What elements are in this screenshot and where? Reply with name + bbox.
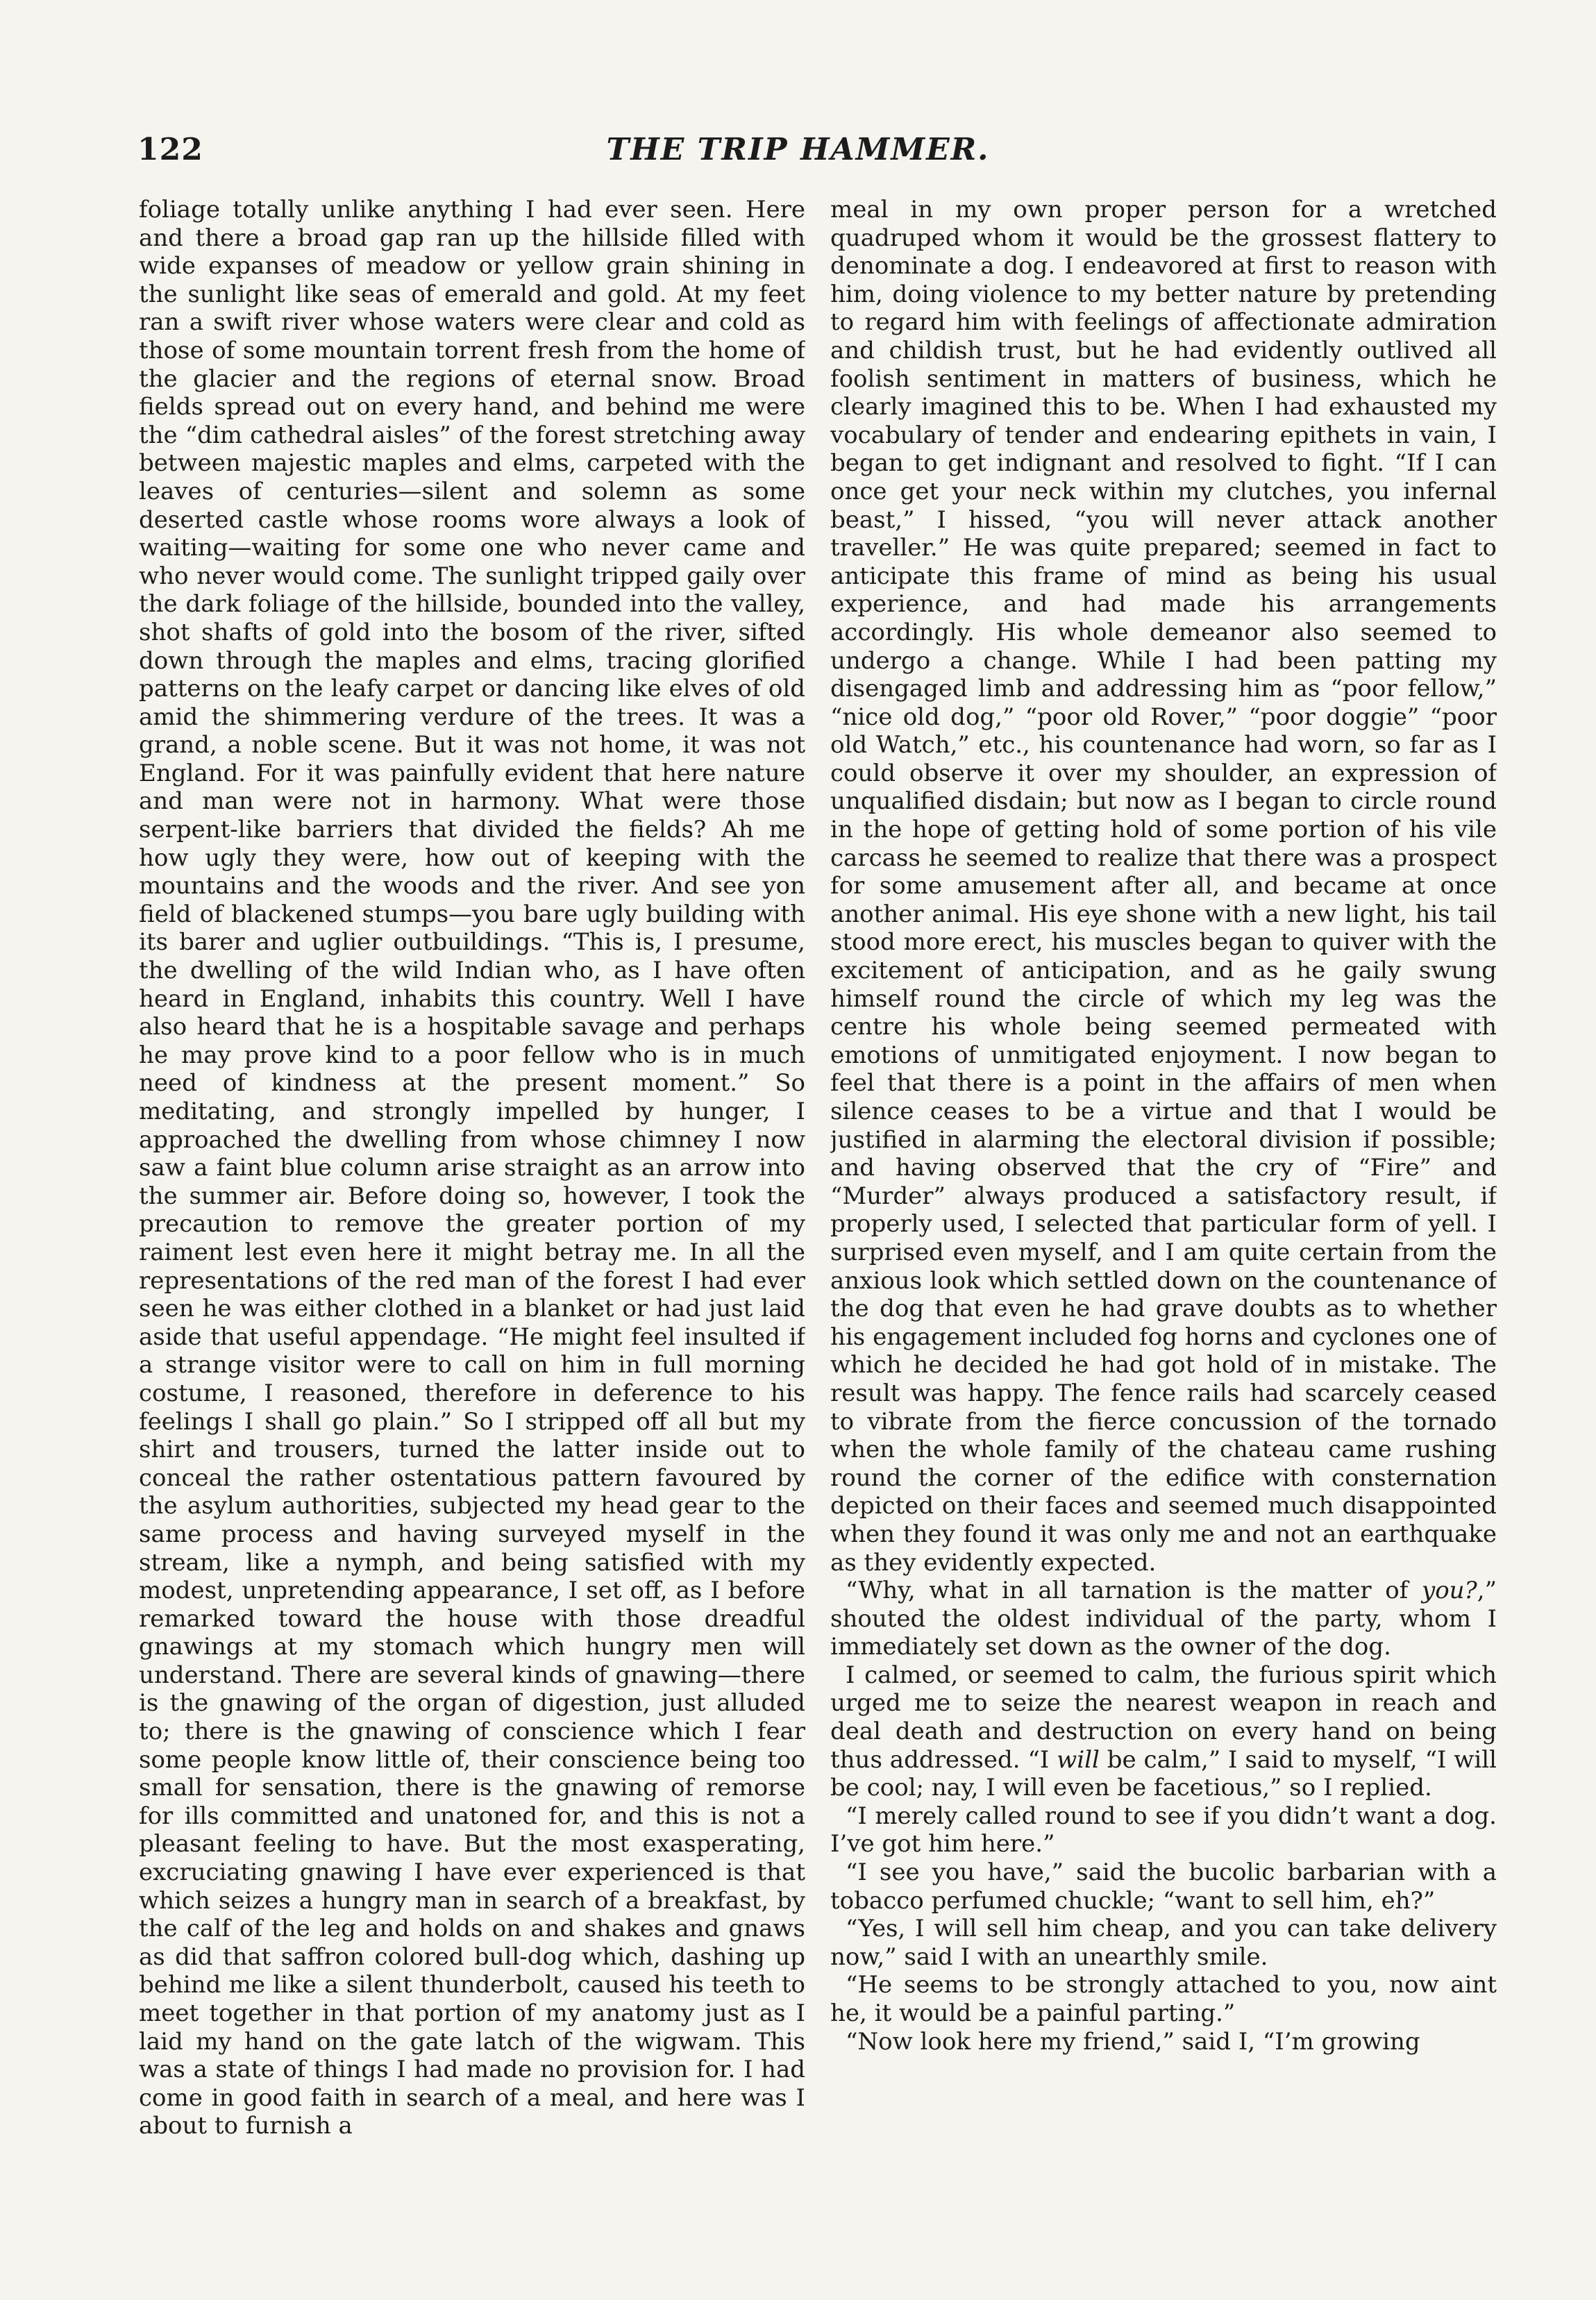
text-span: “Why, what in all tarnation is the matter of	[846, 1577, 1422, 1605]
page-number: 122	[137, 132, 203, 167]
italic-text: will	[1057, 1745, 1100, 1774]
right-paragraph-1: meal in my own proper person for a wretched quadruped whom it would be the grossest flattery to denominate a dog. I endeavored at first to reason with him, doing violence to my better nature by pretending to regard him with feelings of affectionate admiration and childish trust, but he had evidently outlived all foolish sentiment in matters of business, which he clearly imagined this to be. When I had exhausted my vocabulary of tender and endearing epithets in vain, I began to get indignant and resolved to fight. “If I can once get your neck within my clutches, you infernal beast,” I hissed, “you will never attack another traveller.” He was quite prepared; seemed in fact to anticipate this frame of mind as being his usual experience, and had made his arrangements accordingly. His whole demeanor also seemed to undergo a change. While I had been patting my disengaged limb and addressing him as “poor fellow,” “nice old dog,” “poor old Rover,” “poor doggie” “poor old Watch,” etc., his countenance had worn, so far as I could observe it over my shoulder, an expression of unqualified disdain; but now as I began to circle round in the hope of getting hold of some portion of his vile carcass he seemed to realize that there was a prospect for some amusement after all, and became at once another animal. His eye shone with a new light, his tail stood more erect, his muscles began to quiver with the excitement of anticipation, and as he gaily swung himself round the circle of which my leg was the centre his whole being seemed permeated with emotions of unmitigated enjoyment. I now began to feel that there is a point in the affairs of men when silence ceases to be a virtue and that I would be justified in alarming the electoral division if possible; and having observed that the cry of “Fire” and “Murder” always produced a satisfactory result, if properly used, I selected that particular form of yell. I surprised even myself, and I am quite certain from the anxious look which settled down on the countenance of the dog that even he had grave doubts as to whether his engagement included fog horns and cyclones one of which he decided he had got hold of in mistake. The result was happy. The fence rails had scarcely ceased to vibrate from the fierce concussion of the tornado when the whole family of the chateau came rushing round the corner of the edifice with consternation depicted on their faces and seemed much disappointed when they found it was only me and not an earthquake as they evidently expected.	[830, 196, 1497, 1577]
text-span: be calm,” I said to myself, “I will be cool; nay, I will even be facetious,” so I replied.	[830, 1745, 1497, 1802]
right-paragraph-2	[830, 1577, 1497, 1661]
text-span: I calmed, or seemed to calm, the furious spirit which urged me to seize the nearest weapon in reach and deal death and destruction on every hand on being thus addressed. “I	[830, 1661, 1497, 1774]
right-paragraph-5: “I see you have,” said the bucolic barbarian with a tobacco perfumed chuckle; “want to sell him, eh?”	[830, 1858, 1497, 1915]
left-column	[139, 196, 805, 2237]
text-span: ,” shouted the oldest individual of the party, whom I immediately set down as the owner of the dog.	[830, 1577, 1497, 1661]
right-paragraph-8: “Now look here my friend,” said I, “I’m growing	[846, 2027, 1420, 2056]
right-column	[830, 196, 1497, 2237]
right-paragraph-3	[830, 1661, 1497, 1802]
running-title: THE TRIP HAMMER.	[606, 132, 990, 167]
right-paragraph-7: “He seems to be strongly attached to you, now aint he, it would be a painful parting.”	[830, 1971, 1497, 2027]
right-paragraph-4: “I merely called round to see if you didn’t want a dog. I’ve got him here.”	[830, 1802, 1497, 1858]
italic-text: you?	[1421, 1577, 1477, 1605]
left-paragraph: foliage totally unlike anything I had ever seen. Here and there a broad gap ran up the hillside filled with wide expanses of meadow or yellow grain shining in the sunlight like seas of emerald and gold. At my feet ran a swift river whose waters were clear and cold as those of some mountain torrent fresh from the home of the glacier and the regions of eternal snow. Broad fields spread out on every hand, and behind me were the “dim cathedral aisles” of the forest stretching away between majestic maples and elms, carpeted with the leaves of centuries—silent and solemn as some deserted castle whose rooms wore always a look of waiting—waiting for some one who never came and who never would come. The sunlight tripped gaily over the dark foliage of the hillside, bounded into the valley, shot shafts of gold into the bosom of the river, sifted down through the maples and elms, tracing glorified patterns on the leafy carpet or dancing like elves of old amid the shimmering verdure of the trees. It was a grand, a noble scene. But it was not home, it was not England. For it was painfully evident that here nature and man were not in harmony. What were those serpent-like barriers that divided the fields? Ah me how ugly they were, how out of keeping with the mountains and the woods and the river. And see yon field of blackened stumps—you bare ugly building with its barer and uglier outbuildings. “This is, I presume, the dwelling of the wild Indian who, as I have often heard in England, inhabits this country. Well I have also heard that he is a hospitable savage and perhaps he may prove kind to a poor fellow who is in much need of kindness at the present moment.” So meditating, and strongly impelled by hunger, I approached the dwelling from whose chimney I now saw a faint blue column arise straight as an arrow into the summer air. Before doing so, however, I took the precaution to remove the greater portion of my raiment lest even here it might betray me. In all the representations of the red man of the forest I had ever seen he was either clothed in a blanket or had just laid aside that useful appendage. “He might feel insulted if a strange visitor were to call on him in full morning costume, I reasoned, therefore in deference to his feelings I shall go plain.” So I stripped off all but my shirt and trousers, turned the latter inside out to conceal the rather ostentatious pattern favoured by the asylum authorities, subjected my head gear to the same process and having surveyed myself in the stream, like a nymph, and being satisfied with my modest, unpretending appearance, I set off, as I before remarked toward the house with those dreadful gnawings at my stomach which hungry men will understand. There are several kinds of gnawing—there is the gnawing of the organ of digestion, just alluded to; there is the gnawing of conscience which I fear some people know little of, their conscience being too small for sensation, there is the gnawing of remorse for ills committed and unatoned for, and this is not a pleasant feeling to have. But the most exasperating, excruciating gnawing I have ever experienced is that which seizes a hungry man in search of a breakfast, by the calf of the leg and holds on and shakes and gnaws as did that saffron colored bull-dog which, dashing up behind me like a silent thunderbolt, caused his teeth to meet together in that portion of my anatomy just as I laid my hand on the gate latch of the wigwam. This was a state of things I had made no provision for. I had come in good faith in search of a meal, and here was I about to furnish a	[139, 196, 805, 2140]
right-paragraph-6: “Yes, I will sell him cheap, and you can take delivery now,” said I with an unearthly smile.	[830, 1915, 1497, 1971]
